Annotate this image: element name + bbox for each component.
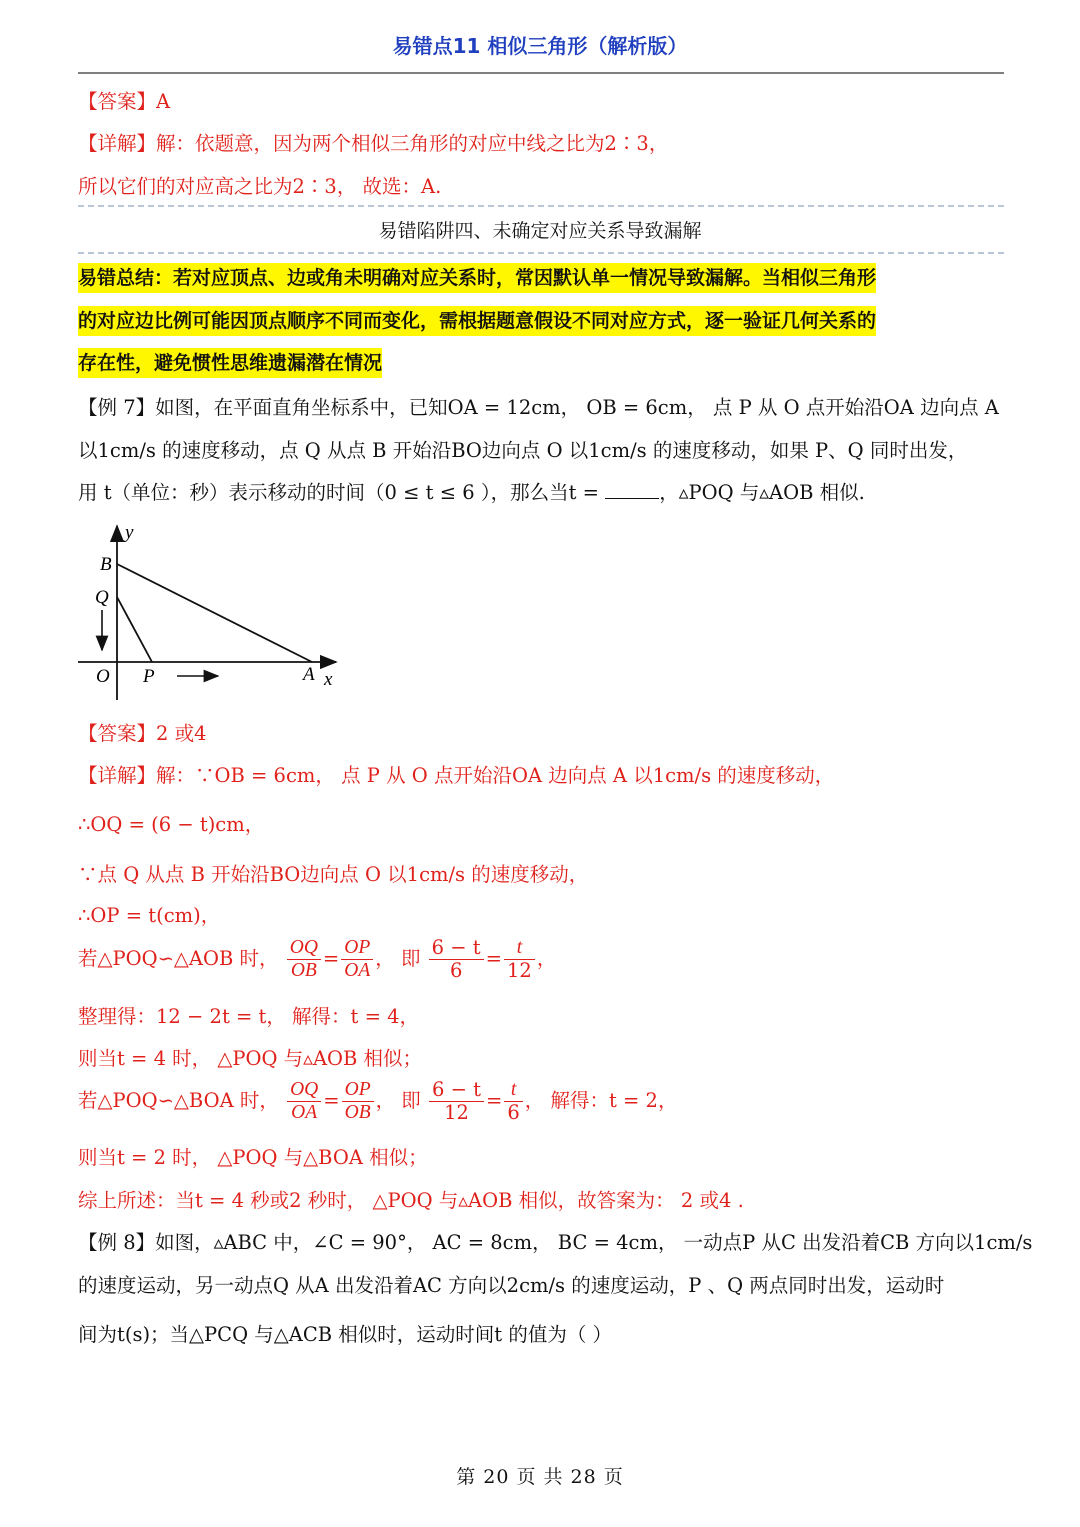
segment-ba — [117, 564, 312, 662]
label-o: O — [96, 666, 110, 687]
example-8-line-2: 的速度运动，另一动点Q 从A 出发沿着AC 方向以2cm/s 的速度运动，P 、Q 两点同时出发，运动时 — [78, 1274, 945, 1297]
fraction-6-minus-t-over-12: $\frac{6 - t}{12}$ — [429, 1079, 484, 1124]
case-2-mid: ， 即 — [375, 1089, 421, 1112]
prev-detail-line-2: 所以它们的对应高之比为2∶3， 故选：A. — [78, 175, 442, 198]
coordinate-figure — [0, 0, 400, 720]
solution-step-1: 【详解】解：∵OB = 6cm， 点 P 从 O 点开始沿OA 边向点 A 以1cm/s 的速度移动， — [78, 764, 835, 787]
fraction-oq-oa: $\frac{OQ}{OA}$ — [287, 1079, 321, 1124]
case-2-end: ， 解得：t = 2， — [524, 1089, 678, 1112]
case-1-mid: ， 即 — [375, 947, 421, 970]
example-8-line-1: 【例 8】如图，▵ABC 中，∠C = 90°， AC = 8cm， BC = 4cm， 一动点P 从C 出发沿着CB 方向以1cm/s — [78, 1231, 1033, 1254]
example-7-answer: 【答案】2 或4 — [78, 722, 207, 745]
case-1-line: 若△POQ∽△AOB 时， $\frac{OQ}{OB}$ = $\frac{OP}{OA}$ ， 即 $\frac{6 - t}{6}$ = $\frac{t}{12}$ ， — [78, 936, 557, 982]
trap-section-title: 易错陷阱四、未确定对应关系导致漏解 — [378, 220, 702, 242]
answer-blank — [605, 478, 659, 499]
example-7-line-1: 【例 7】如图，在平面直角坐标系中，已知OA = 12cm， OB = 6cm， 点 P 从 O 点开始沿OA 边向点 A — [78, 396, 999, 419]
example-7-line-3-start: 用 t（单位：秒）表示移动的时间（0 ≤ t ≤ 6 ），那么当t = — [78, 481, 606, 504]
case-1-prefix: 若△POQ∽△AOB 时， — [78, 947, 279, 970]
case-2-line: 若△POQ∽△BOA 时， $\frac{OQ}{OA}$ = $\frac{OP}{OB}$ ， 即 $\frac{6 - t}{12}$ = $\frac{t}{6}$ ， 解得：t = 2， — [78, 1078, 678, 1124]
fraction-op-oa: $\frac{OP}{OA}$ — [341, 937, 373, 982]
example-8-line-3: 间为t(s)；当△PCQ 与△ACB 相似时，运动时间t 的值为（ ） — [78, 1323, 613, 1346]
summary-line-2: 的对应边比例可能因顶点顺序不同而变化，需根据题意假设不同对应方式，逐一验证几何关系的 — [78, 306, 876, 336]
prev-detail-line-1: 【详解】解：依题意，因为两个相似三角形的对应中线之比为2∶3， — [78, 132, 669, 155]
solution-step-6: 整理得：12 − 2t = t， 解得：t = 4， — [78, 1005, 420, 1028]
label-y: y — [125, 522, 134, 543]
solution-step-2: ∴OQ = (6 − t)cm， — [78, 813, 265, 836]
solution-step-3: ∵点 Q 从点 B 开始沿BO边向点 O 以1cm/s 的速度移动， — [78, 863, 589, 886]
solution-step-9: 则当t = 2 时， △POQ 与△BOA 相似； — [78, 1146, 428, 1169]
summary-line-1: 易错总结：若对应顶点、边或角未明确对应关系时，常因默认单一情况导致漏解。当相似三角形 — [78, 263, 876, 293]
label-a: A — [303, 664, 315, 685]
label-x: x — [324, 669, 333, 690]
fraction-t-over-6: $\frac{t}{6}$ — [504, 1079, 522, 1124]
label-p: P — [143, 666, 155, 687]
page-number: 第 20 页 共 28 页 — [456, 1466, 624, 1488]
fraction-t-over-12: $\frac{t}{12}$ — [504, 937, 535, 982]
solution-step-4: ∴OP = t(cm)， — [78, 904, 221, 927]
label-b: B — [100, 554, 112, 575]
segment-qp — [117, 597, 152, 662]
case-2-prefix: 若△POQ∽△BOA 时， — [78, 1089, 279, 1112]
page-header-title: 易错点11 相似三角形（解析版） — [392, 34, 688, 58]
label-q: Q — [95, 587, 109, 608]
case-1-end: ， — [536, 947, 557, 970]
fraction-oq-ob: $\frac{OQ}{OB}$ — [287, 937, 321, 982]
fraction-6-minus-t-over-6: $\frac{6 - t}{6}$ — [429, 937, 484, 982]
summary-line-3: 存在性，避免惯性思维遗漏潜在情况 — [78, 348, 382, 378]
prev-answer: 【答案】A — [78, 90, 171, 113]
solution-step-7: 则当t = 4 时， △POQ 与▵AOB 相似； — [78, 1047, 423, 1070]
solution-conclusion: 综上所述：当t = 4 秒或2 秒时， △POQ 与▵AOB 相似，故答案为： 2 或4 . — [78, 1189, 744, 1212]
example-7-line-2: 以1cm/s 的速度移动，点 Q 从点 B 开始沿BO边向点 O 以1cm/s 的速度移动，如果 P、Q 同时出发， — [78, 439, 968, 462]
fraction-op-ob: $\frac{OP}{OB}$ — [342, 1079, 374, 1124]
example-7-line-3-end: ，▵POQ 与▵AOB 相似. — [659, 481, 865, 504]
